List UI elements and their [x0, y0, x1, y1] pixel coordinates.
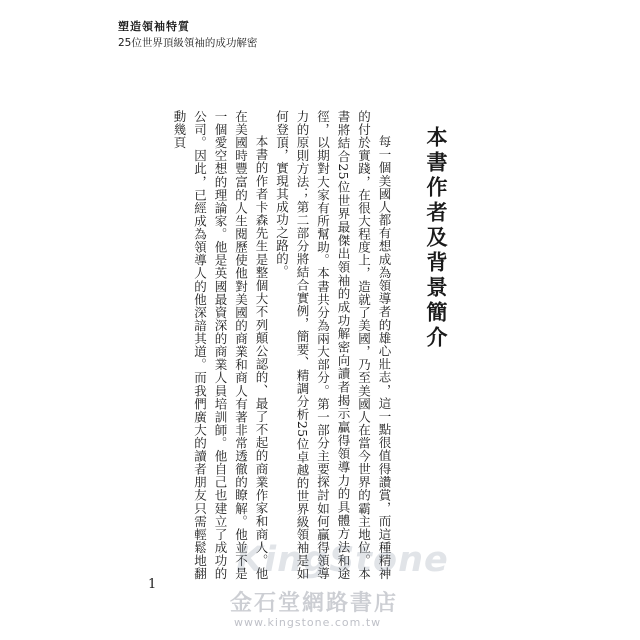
paragraph: 本書的作者卡森先生是整個大不列顛公認的、最了不起的商業作家和商人。他在美國時豐富的人生閱歷使他對美國的商業和商人有著非常透徹的瞭解。他並不是一個愛空想的理論家。他是英國最資深的商業人員培訓師。他自己也建立了成功的公司。因此，已經成為領導人的他深諳其道。而我們廣大的讀者朋友只需輕鬆地翻動幾頁 [172, 110, 269, 580]
book-title: 塑造領袖特質 [118, 20, 190, 33]
section-title: 本書作者及背景簡介 [424, 126, 449, 351]
book-subtitle: 25位世界頂級領袖的成功解密 [118, 37, 258, 49]
watermark-logo: KingStone [236, 540, 449, 580]
paragraph: 每一個美國人都有想成為領導者的雄心壯志，這一點很值得讚賞，而這種精神的付於實踐，在很大程度上，造就了美國，乃至美國人在當今世界的霸主地位。本書將結合25位世界最傑出領袖的成功解密向讀者揭示贏得領導力的具體方法和途徑，以期對大家有所幫助。本書共分為兩大部分。第一部分主要探討如何贏得領導力的原則方法；第二部分將結合實例，簡要、精調分析25位卓越的世界級領袖是如何登頂，實現其成功之路的。 [274, 110, 392, 580]
watermark-store-name: 金石堂網路書店 [230, 590, 399, 616]
watermark-url: www.kingstone.com.tw [234, 616, 382, 629]
running-header [118, 20, 257, 50]
body-text [150, 110, 394, 580]
page-number: 1 [148, 577, 157, 592]
